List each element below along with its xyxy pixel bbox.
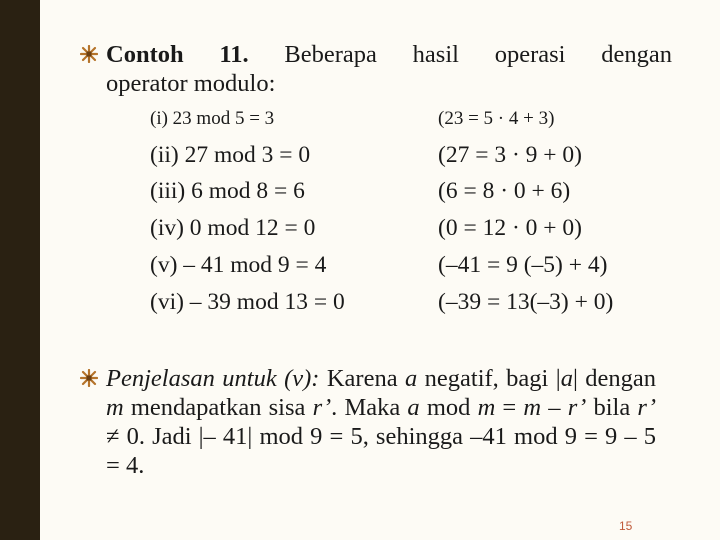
explanation-text: ≠ 0. Jadi |– 41| mod 9 = 5, sehingga –41 mod 9 = 9 – 5 = 4. [106, 423, 656, 479]
intro-text-line1: Beberapa hasil operasi dengan [248, 41, 672, 68]
explanation-text: Karena [319, 365, 405, 392]
math-variable: r’ [567, 394, 587, 421]
left-decorative-bar [0, 0, 40, 540]
bullet-star-icon [80, 45, 98, 63]
explanation-paragraph [106, 364, 656, 480]
explanation-text: = [495, 394, 524, 421]
math-variable: m [477, 394, 496, 421]
example-explanation: (0 = 12 · 0 + 0) [438, 215, 582, 241]
math-variable: r’ [312, 394, 332, 421]
example-explanation: (–39 = 13(–3) + 0) [438, 289, 614, 315]
example-explanation: (27 = 3 · 9 + 0) [438, 142, 582, 168]
example-expression: (ii) 27 mod 3 = 0 [150, 142, 311, 168]
explanation-text: . Maka [331, 394, 408, 421]
explanation-text: | dengan [572, 365, 656, 392]
math-variable: m [106, 394, 124, 421]
math-variable: a [404, 365, 418, 392]
example-intro-paragraph [106, 40, 672, 98]
explanation-text: mendapatkan sisa [123, 394, 313, 421]
page-number: 15 [619, 519, 633, 533]
intro-text-line2: operator modulo: [106, 70, 276, 97]
example-expression: (i) 23 mod 5 = 3 [150, 108, 275, 129]
math-variable: a [560, 365, 573, 392]
example-title: Contoh 11. [106, 41, 249, 68]
example-expression: (v) – 41 mod 9 = 4 [150, 252, 327, 278]
example-expression: (vi) – 39 mod 13 = 0 [150, 289, 345, 315]
explanation-text: negatif, bagi | [417, 365, 561, 392]
bullet-star-icon [80, 369, 98, 387]
math-variable: m [523, 394, 542, 421]
explanation-text: – [541, 394, 568, 421]
explanation-label: Penjelasan untuk (v): [106, 365, 320, 392]
example-expression: (iii) 6 mod 8 = 6 [150, 178, 305, 204]
example-expression: (iv) 0 mod 12 = 0 [150, 215, 316, 241]
example-explanation: (–41 = 9 (–5) + 4) [438, 252, 608, 278]
example-explanation: (23 = 5 · 4 + 3) [438, 108, 555, 129]
example-explanation: (6 = 8 · 0 + 6) [438, 178, 571, 204]
explanation-text: bila [586, 394, 638, 421]
explanation-text: mod [419, 394, 478, 421]
math-variable: r’ [637, 394, 656, 421]
math-variable: a [407, 394, 420, 421]
